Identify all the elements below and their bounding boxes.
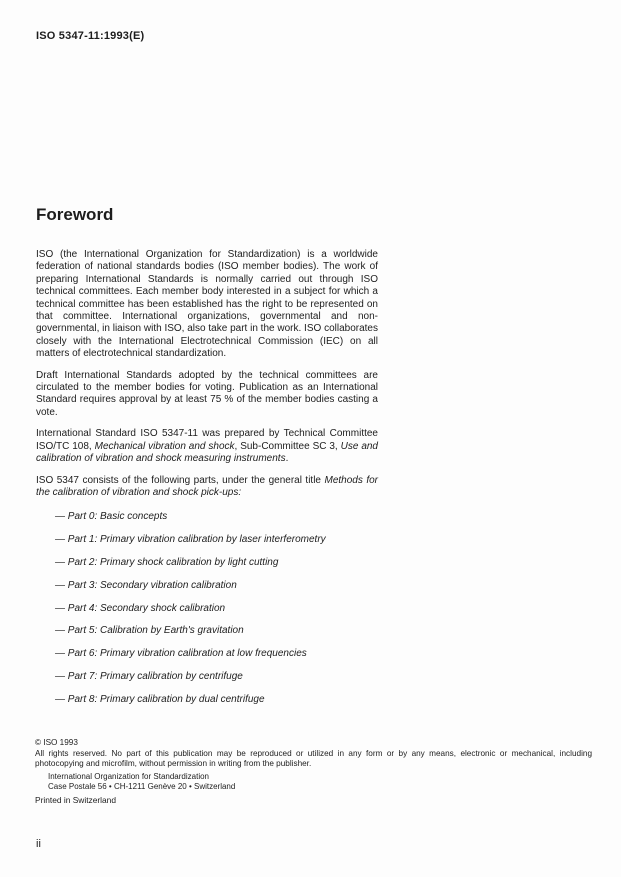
text-segment: International Standard ISO 5347-11 was prepared by Technical Committee ISO/TC 108, bbox=[36, 428, 378, 452]
text-segment-italic: Mechanical vibration and shock bbox=[94, 440, 235, 452]
rights-statement: All rights reserved. No part of this publication may be reproduced or utilized in any form or by any means, electronic or mechanical, including photocopying and microfilm, without permission in writing from the publisher. bbox=[35, 749, 592, 768]
list-item-part-1: — Part 1: Primary vibration calibration by laser interferometry bbox=[55, 534, 326, 546]
list-item-part-3: — Part 3: Secondary vibration calibration bbox=[55, 579, 237, 591]
foreword-section bbox=[36, 205, 378, 716]
printed-in-notice: Printed in Switzerland bbox=[35, 795, 116, 806]
list-item-part-6: — Part 6: Primary vibration calibration at low frequencies bbox=[55, 648, 307, 660]
publisher-name: International Organization for Standardization bbox=[48, 772, 209, 782]
list-item-part-8: — Part 8: Primary calibration by dual centrifuge bbox=[55, 693, 265, 705]
list-item-part-5: — Part 5: Calibration by Earth's gravitation bbox=[55, 625, 244, 637]
list-item-part-2: — Part 2: Primary shock calibration by light cutting bbox=[55, 556, 279, 568]
copyright-notice: © ISO 1993 bbox=[35, 738, 78, 747]
page-footer bbox=[35, 738, 592, 805]
section-title: Foreword bbox=[36, 205, 114, 224]
paragraph-committee bbox=[36, 428, 378, 465]
paragraph-iso-description: ISO (the International Organization for Standardization) is a worldwide federation of national standards bodies (ISO member bodies). The work of preparing International Standards is normally carried out through ISO technical committees. Each member body interested in a subject for which a technical committee has been established has the right to be represented on that committee. International organizations, governmental and non-governmental, in liaison with ISO, also take part in the work. ISO collaborates closely with the International Electrotechnical Commission (IEC) on all matters of electrotechnical standardization. bbox=[36, 249, 378, 360]
list-item-part-4: — Part 4: Secondary shock calibration bbox=[55, 602, 226, 614]
text-segment-italic: Methods for the calibration of vibration and shock pick-ups: bbox=[36, 474, 378, 498]
list-item-part-7: — Part 7: Primary calibration by centrifuge bbox=[55, 670, 243, 682]
list-item-part-0: — Part 0: Basic concepts bbox=[55, 511, 168, 523]
page-number: ii bbox=[36, 838, 41, 850]
publisher-address-line: Case Postale 56 • CH-1211 Genève 20 • Switzerland bbox=[48, 781, 236, 791]
text-segment: . bbox=[285, 453, 289, 465]
paragraph-draft-standards: Draft International Standards adopted by the technical committees are circulated to the member bodies for voting. Publication as an International Standard requires approval by at least 75 % of the member bodies casting a vote. bbox=[36, 369, 378, 418]
text-segment-italic: Use and calibration of vibration and shock measuring instruments bbox=[36, 440, 378, 465]
publisher-address-block bbox=[35, 772, 592, 791]
parts-list bbox=[36, 511, 378, 706]
paragraph-parts-intro bbox=[36, 475, 378, 500]
document-reference: ISO 5347-11:1993(E) bbox=[36, 30, 145, 42]
text-segment: , Sub-Committee SC 3, bbox=[234, 440, 341, 452]
text-segment: ISO 5347 consists of the following parts, under the general title bbox=[36, 474, 325, 486]
